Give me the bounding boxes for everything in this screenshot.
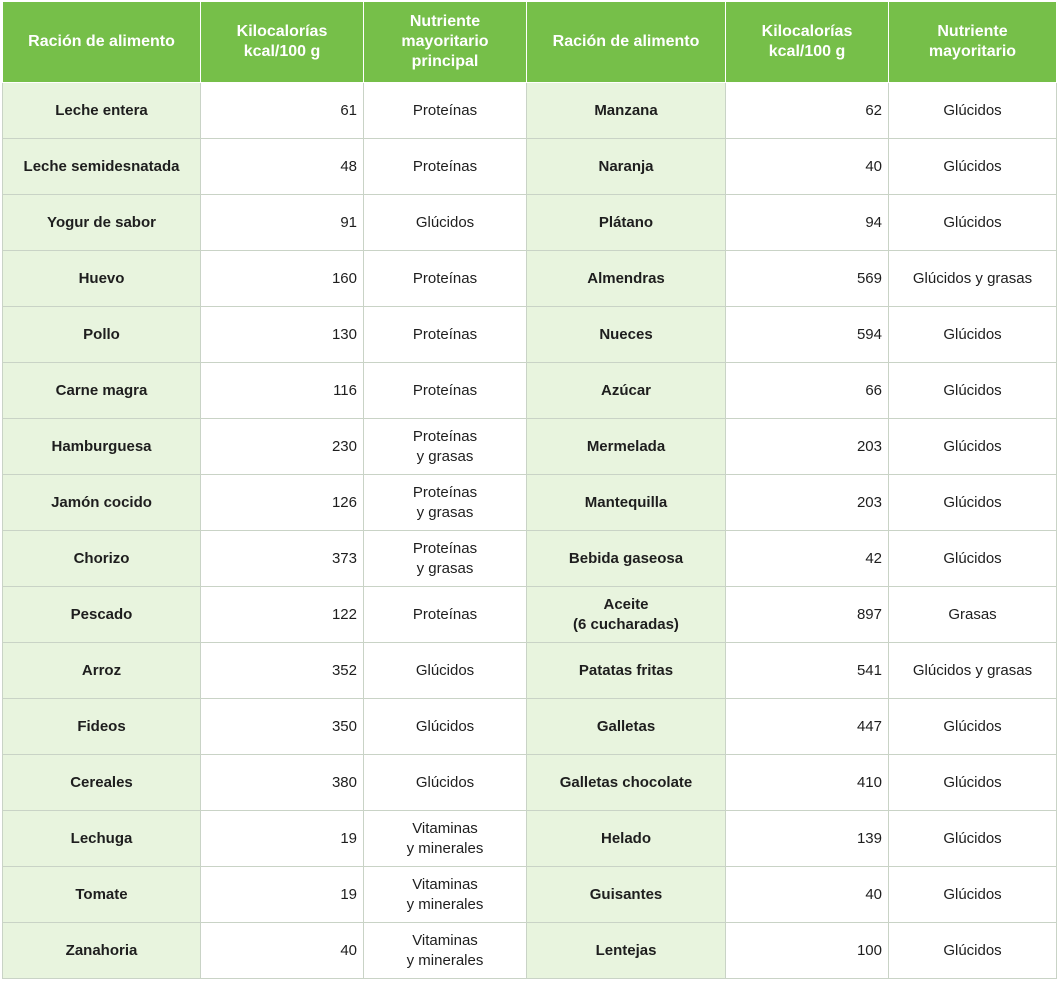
kcal-cell: 541 bbox=[726, 643, 889, 699]
food-name-cell: Pescado bbox=[3, 587, 201, 643]
nutrient-cell: Glúcidos bbox=[889, 195, 1057, 251]
kcal-cell: 19 bbox=[201, 867, 364, 923]
nutrient-cell: Proteínas y grasas bbox=[364, 531, 527, 587]
header-row bbox=[3, 2, 1057, 83]
nutrient-cell: Glúcidos y grasas bbox=[889, 643, 1057, 699]
food-name-cell: Lechuga bbox=[3, 811, 201, 867]
kcal-cell: 594 bbox=[726, 307, 889, 363]
kcal-cell: 122 bbox=[201, 587, 364, 643]
kcal-cell: 447 bbox=[726, 699, 889, 755]
table-row bbox=[3, 251, 1057, 307]
nutrient-cell: Glúcidos bbox=[889, 419, 1057, 475]
nutrient-cell: Proteínas bbox=[364, 307, 527, 363]
table-row bbox=[3, 307, 1057, 363]
nutrient-cell: Vitaminas y minerales bbox=[364, 923, 527, 979]
nutrient-cell: Proteínas bbox=[364, 251, 527, 307]
kcal-cell: 380 bbox=[201, 755, 364, 811]
kcal-cell: 230 bbox=[201, 419, 364, 475]
header-nutrient-right: Nutriente mayoritario bbox=[889, 2, 1057, 83]
nutrient-cell: Proteínas y grasas bbox=[364, 419, 527, 475]
kcal-cell: 100 bbox=[726, 923, 889, 979]
table-row bbox=[3, 867, 1057, 923]
table-row bbox=[3, 755, 1057, 811]
nutrient-cell: Glúcidos bbox=[889, 475, 1057, 531]
nutrient-cell: Glúcidos bbox=[889, 531, 1057, 587]
header-food-right: Ración de alimento bbox=[527, 2, 726, 83]
kcal-cell: 48 bbox=[201, 139, 364, 195]
food-name-cell: Galletas chocolate bbox=[527, 755, 726, 811]
food-name-cell: Helado bbox=[527, 811, 726, 867]
kcal-cell: 897 bbox=[726, 587, 889, 643]
food-name-cell: Patatas fritas bbox=[527, 643, 726, 699]
nutrient-cell: Grasas bbox=[889, 587, 1057, 643]
kcal-cell: 160 bbox=[201, 251, 364, 307]
food-name-cell: Lentejas bbox=[527, 923, 726, 979]
kcal-cell: 352 bbox=[201, 643, 364, 699]
kcal-cell: 42 bbox=[726, 531, 889, 587]
food-name-cell: Jamón cocido bbox=[3, 475, 201, 531]
food-name-cell: Zanahoria bbox=[3, 923, 201, 979]
kcal-cell: 40 bbox=[726, 139, 889, 195]
table-row bbox=[3, 419, 1057, 475]
food-name-cell: Yogur de sabor bbox=[3, 195, 201, 251]
food-name-cell: Plátano bbox=[527, 195, 726, 251]
kcal-cell: 19 bbox=[201, 811, 364, 867]
kcal-cell: 66 bbox=[726, 363, 889, 419]
table-row bbox=[3, 83, 1057, 139]
header-nutrient-left: Nutriente mayoritario principal bbox=[364, 2, 527, 83]
nutrient-cell: Glúcidos bbox=[889, 363, 1057, 419]
food-name-cell: Chorizo bbox=[3, 531, 201, 587]
food-name-cell: Cereales bbox=[3, 755, 201, 811]
food-name-cell: Carne magra bbox=[3, 363, 201, 419]
food-name-cell: Arroz bbox=[3, 643, 201, 699]
table-row bbox=[3, 195, 1057, 251]
food-name-cell: Huevo bbox=[3, 251, 201, 307]
food-name-cell: Galletas bbox=[527, 699, 726, 755]
kcal-cell: 203 bbox=[726, 475, 889, 531]
nutrient-cell: Vitaminas y minerales bbox=[364, 867, 527, 923]
kcal-cell: 40 bbox=[201, 923, 364, 979]
food-name-cell: Leche entera bbox=[3, 83, 201, 139]
kcal-cell: 203 bbox=[726, 419, 889, 475]
nutrient-cell: Glúcidos bbox=[364, 699, 527, 755]
food-name-cell: Manzana bbox=[527, 83, 726, 139]
header-food-left: Ración de alimento bbox=[3, 2, 201, 83]
table-row bbox=[3, 475, 1057, 531]
nutrient-cell: Proteínas y grasas bbox=[364, 475, 527, 531]
kcal-cell: 91 bbox=[201, 195, 364, 251]
food-name-cell: Pollo bbox=[3, 307, 201, 363]
kcal-cell: 61 bbox=[201, 83, 364, 139]
nutrient-cell: Glúcidos bbox=[889, 867, 1057, 923]
table-row bbox=[3, 643, 1057, 699]
nutrient-cell: Glúcidos bbox=[889, 139, 1057, 195]
food-name-cell: Hamburguesa bbox=[3, 419, 201, 475]
table-row bbox=[3, 531, 1057, 587]
nutrient-cell: Glúcidos bbox=[889, 755, 1057, 811]
table-row bbox=[3, 139, 1057, 195]
food-name-cell: Leche semidesnatada bbox=[3, 139, 201, 195]
nutrient-cell: Glúcidos bbox=[364, 643, 527, 699]
food-name-cell: Bebida gaseosa bbox=[527, 531, 726, 587]
kcal-cell: 373 bbox=[201, 531, 364, 587]
food-name-cell: Aceite (6 cucharadas) bbox=[527, 587, 726, 643]
nutrient-cell: Glúcidos y grasas bbox=[889, 251, 1057, 307]
table-row bbox=[3, 363, 1057, 419]
kcal-cell: 94 bbox=[726, 195, 889, 251]
food-name-cell: Azúcar bbox=[527, 363, 726, 419]
food-name-cell: Mantequilla bbox=[527, 475, 726, 531]
food-name-cell: Fideos bbox=[3, 699, 201, 755]
food-name-cell: Mermelada bbox=[527, 419, 726, 475]
kcal-cell: 62 bbox=[726, 83, 889, 139]
nutrient-cell: Proteínas bbox=[364, 587, 527, 643]
nutrient-cell: Glúcidos bbox=[889, 699, 1057, 755]
nutrient-cell: Proteínas bbox=[364, 139, 527, 195]
kcal-cell: 350 bbox=[201, 699, 364, 755]
kcal-cell: 126 bbox=[201, 475, 364, 531]
kcal-cell: 116 bbox=[201, 363, 364, 419]
food-name-cell: Almendras bbox=[527, 251, 726, 307]
nutrient-cell: Vitaminas y minerales bbox=[364, 811, 527, 867]
table-row bbox=[3, 923, 1057, 979]
nutrient-cell: Glúcidos bbox=[364, 755, 527, 811]
nutrient-cell: Glúcidos bbox=[364, 195, 527, 251]
food-name-cell: Nueces bbox=[527, 307, 726, 363]
food-name-cell: Naranja bbox=[527, 139, 726, 195]
nutrient-cell: Glúcidos bbox=[889, 307, 1057, 363]
table-row bbox=[3, 587, 1057, 643]
kcal-cell: 569 bbox=[726, 251, 889, 307]
table-row bbox=[3, 811, 1057, 867]
kcal-cell: 40 bbox=[726, 867, 889, 923]
nutrient-cell: Glúcidos bbox=[889, 923, 1057, 979]
nutrient-cell: Proteínas bbox=[364, 83, 527, 139]
kcal-cell: 130 bbox=[201, 307, 364, 363]
header-kcal-right: Kilocalorías kcal/100 g bbox=[726, 2, 889, 83]
food-name-cell: Tomate bbox=[3, 867, 201, 923]
kcal-cell: 139 bbox=[726, 811, 889, 867]
food-calories-table bbox=[2, 2, 1057, 979]
nutrient-cell: Proteínas bbox=[364, 363, 527, 419]
header-kcal-left: Kilocalorías kcal/100 g bbox=[201, 2, 364, 83]
kcal-cell: 410 bbox=[726, 755, 889, 811]
food-name-cell: Guisantes bbox=[527, 867, 726, 923]
table-row bbox=[3, 699, 1057, 755]
table-body bbox=[3, 83, 1057, 979]
nutrient-cell: Glúcidos bbox=[889, 83, 1057, 139]
nutrient-cell: Glúcidos bbox=[889, 811, 1057, 867]
